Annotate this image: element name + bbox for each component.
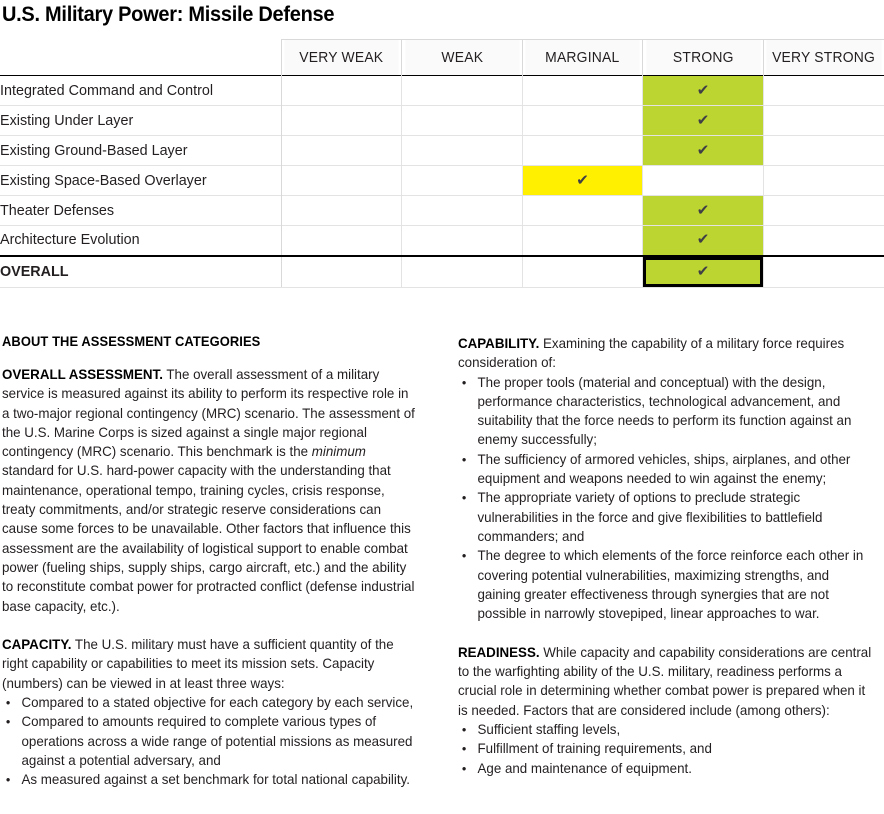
rating-cell-marked	[643, 196, 764, 226]
table-header-row	[0, 40, 884, 76]
row-label: Architecture Evolution	[0, 226, 273, 256]
column-header-weak: WEAK	[404, 40, 520, 76]
table-row	[0, 256, 884, 288]
list-item: • Sufficient staffing levels,	[458, 720, 873, 739]
overall-assessment-paragraph	[2, 365, 417, 616]
rating-cell-empty	[402, 166, 523, 196]
overall-assessment-text-1: The overall assessment of a military service is measured against its ability to perform its respective role in a two-major regional contingency (MRC) scenario. The assessment of the U.S. Marine Corps is sized against a single major regional contingency (MRC) scenario. This benchmark is the	[2, 367, 415, 460]
capability-text: Examining the capability of a military force requires consideration of:	[458, 336, 845, 371]
rating-cell-empty	[763, 106, 884, 136]
left-text-column	[2, 334, 428, 790]
rating-cell-empty	[402, 136, 523, 166]
rating-cell-marked	[643, 106, 764, 136]
column-header-strong: STRONG	[645, 40, 761, 76]
rating-cell-marked	[643, 256, 764, 288]
overall-assessment-text-2: standard for U.S. hard-power capacity with the understanding that maintenance, operational tempo, training cycles, crisis response, treaty commitments, and/or strategic reserve considerations can cause some forces to be unavailable. Other factors that influence this assessment are the availability of logistical support to enable combat power (fueling ships, supply ships, cargo aircraft, etc.) and the ability to reconstitute combat power for protracted conflict (defense industrial base capacity, etc.).	[2, 463, 415, 614]
check-icon: ✔	[696, 230, 710, 249]
table-corner-cell	[6, 40, 276, 76]
list-item: • Fulfillment of training requirements, and	[458, 739, 873, 758]
row-label: Existing Under Layer	[0, 106, 273, 136]
capacity-text: The U.S. military must have a sufficient quantity of the right capability or capabilities to meet its mission sets. Capacity (numbers) can be viewed in at least three ways:	[2, 637, 394, 691]
rating-cell-empty	[522, 136, 643, 166]
capacity-bullet-list	[2, 693, 417, 789]
rating-cell-empty	[522, 256, 643, 288]
capability-lead: CAPABILITY.	[458, 336, 540, 351]
rating-cell-empty	[763, 76, 884, 106]
rating-cell-empty	[522, 76, 643, 106]
rating-cell-marked	[522, 166, 643, 196]
table-row	[0, 226, 884, 256]
rating-cell-marked	[643, 76, 764, 106]
rating-cell-empty	[522, 196, 643, 226]
rating-cell-empty	[281, 256, 402, 288]
check-icon: ✔	[576, 170, 589, 189]
body-columns	[0, 334, 884, 814]
table-body	[0, 76, 884, 288]
page-title: U.S. Military Power: Missile Defense	[2, 2, 335, 26]
check-icon: ✔	[696, 200, 710, 219]
list-item: • The proper tools (material and conceptual) with the design, performance characteristics, technological advancement, and suitability that the force needs to perform its function against an enemy successfully;	[458, 373, 873, 450]
rating-cell-empty	[281, 76, 402, 106]
section-spacer	[458, 623, 884, 642]
check-icon: ✔	[696, 140, 710, 159]
rating-cell-empty	[402, 106, 523, 136]
row-label: Existing Space-Based Overlayer	[0, 166, 273, 196]
right-text-column	[458, 334, 884, 778]
row-label: Theater Defenses	[0, 196, 273, 226]
table-row	[0, 196, 884, 226]
table-row	[0, 76, 884, 106]
assessment-table	[0, 39, 884, 288]
rating-cell-empty	[281, 106, 402, 136]
rating-cell-empty	[402, 76, 523, 106]
capacity-paragraph	[2, 635, 417, 693]
readiness-bullet-list	[458, 720, 873, 778]
rating-cell-empty	[763, 256, 884, 288]
list-item: • Compared to a stated objective for each category by each service,	[2, 693, 417, 712]
rating-cell-empty	[281, 166, 402, 196]
column-header-very-weak: VERY WEAK	[283, 40, 399, 76]
rating-cell-marked	[643, 226, 764, 256]
column-header-very-strong: VERY STRONG	[766, 40, 882, 76]
rating-cell-empty	[763, 166, 884, 196]
row-label: Existing Ground-Based Layer	[0, 136, 273, 166]
readiness-lead: READINESS.	[458, 644, 540, 660]
rating-cell-empty	[522, 226, 643, 256]
capability-bullet-list	[458, 373, 873, 624]
rating-cell-empty	[522, 106, 643, 136]
row-label: Integrated Command and Control	[0, 76, 273, 106]
rating-cell-marked	[643, 136, 764, 166]
rating-cell-empty	[402, 256, 523, 288]
check-icon: ✔	[696, 110, 710, 129]
table-row	[0, 136, 884, 166]
list-item: • Age and maintenance of equipment.	[458, 759, 873, 778]
table-row	[0, 166, 884, 196]
table-head	[0, 40, 884, 76]
rating-cell-empty	[763, 226, 884, 256]
list-item: • The degree to which elements of the force reinforce each other in covering potential vulnerabilities, maximizing strengths, and gaining greater effectiveness through synergies that are not possible in narrowly stovepiped, linear approaches to war.	[458, 546, 873, 623]
column-header-marginal: MARGINAL	[525, 40, 641, 76]
rating-cell-empty	[281, 226, 402, 256]
rating-cell-empty	[402, 226, 523, 256]
check-icon: ✔	[696, 80, 710, 99]
overall-assessment-italic: minimum	[311, 444, 366, 460]
readiness-text: While capacity and capability considerations are central to the warfighting ability of the U.S. military, readiness performs a crucial role in determining whether combat power is prepared when it is needed. Factors that are considered include (among others):	[458, 644, 872, 718]
table-row	[0, 106, 884, 136]
overall-assessment-lead: OVERALL ASSESSMENT.	[2, 367, 163, 382]
rating-cell-empty	[763, 196, 884, 226]
list-item: • As measured against a set benchmark for total national capability.	[2, 770, 417, 789]
list-item: • The appropriate variety of options to preclude strategic vulnerabilities in the force and give flexibilities to battlefield commanders; and	[458, 488, 873, 546]
list-item: • Compared to amounts required to complete various types of operations across a wide range of potential missions as measured against a potential adversary, and	[2, 712, 417, 770]
row-label: OVERALL	[0, 256, 273, 288]
list-item: • The sufficiency of armored vehicles, ships, airplanes, and other equipment and weapons needed to win against the enemy;	[458, 450, 873, 489]
rating-cell-empty	[763, 136, 884, 166]
about-heading: ABOUT THE ASSESSMENT CATEGORIES	[2, 334, 261, 349]
capacity-lead: CAPACITY.	[2, 637, 72, 653]
assessment-table-container	[0, 39, 884, 288]
rating-cell-empty	[281, 196, 402, 226]
capability-paragraph	[458, 334, 873, 373]
rating-cell-empty	[281, 136, 402, 166]
rating-cell-empty	[643, 166, 764, 196]
rating-cell-empty	[402, 196, 523, 226]
check-icon: ✔	[696, 261, 710, 280]
readiness-paragraph	[458, 643, 873, 720]
